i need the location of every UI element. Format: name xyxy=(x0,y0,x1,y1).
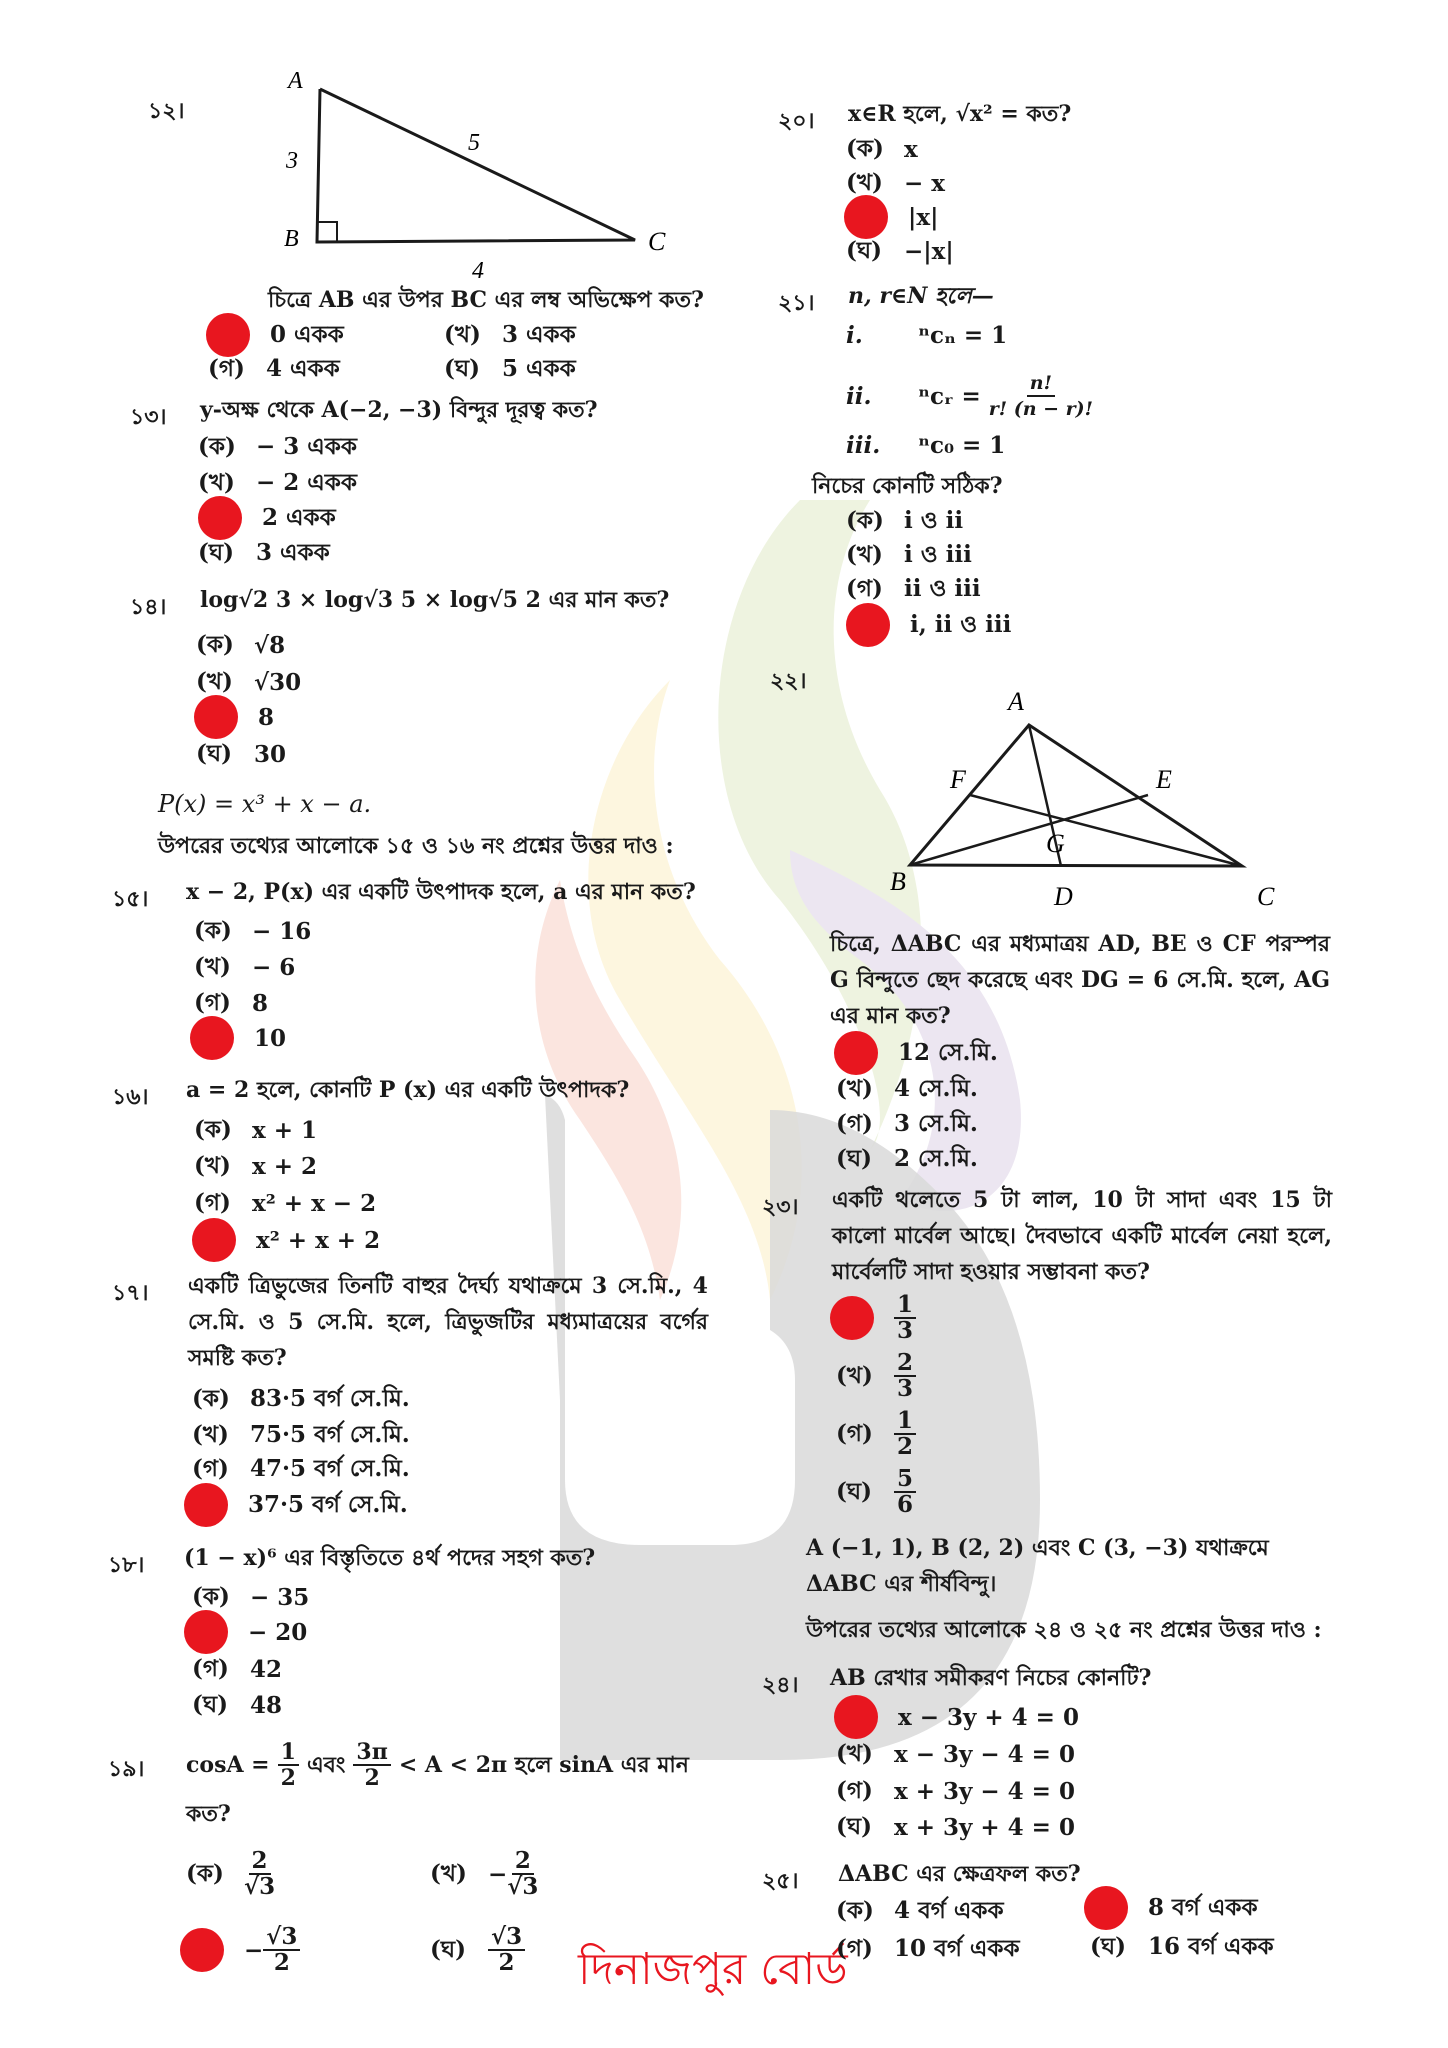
vertex-c-label: C xyxy=(1257,882,1275,910)
vertex-a-label: A xyxy=(288,68,303,94)
question-stem: x∈R হলে, √x² = কত? xyxy=(848,101,1072,127)
option-b[interactable]: (খ) 4 সে.মি. xyxy=(836,1074,978,1102)
passage-instruction: উপরের তথ্যের আলোকে ২৪ ও ২৫ নং প্রশ্নের উত্তর দাও : xyxy=(806,1617,1322,1643)
option-a-correct[interactable]: 0 একক xyxy=(212,318,344,352)
answer-marker-dot xyxy=(846,603,890,647)
statement-iii: iii. ⁿc₀ = 1 xyxy=(846,431,1006,459)
question-number: ১৪। xyxy=(130,594,167,620)
passage-formula: P(x) = x³ + x − a. xyxy=(158,790,372,818)
answer-marker-dot xyxy=(190,1016,234,1060)
option-a-correct[interactable]: x − 3y + 4 = 0 xyxy=(840,1700,1079,1734)
question-number: ২০। xyxy=(778,108,815,134)
statement-i: i. ⁿcₙ = 1 xyxy=(846,321,1008,349)
question-stem: x − 2, P(x) এর একটি উৎপাদক হলে, a এর মান কত? xyxy=(186,879,696,905)
answer-marker-dot xyxy=(194,695,238,739)
option-b[interactable]: (খ) i ও iii xyxy=(846,540,972,568)
option-b[interactable]: (খ) − 6 xyxy=(194,952,296,981)
option-d-correct[interactable]: x² + x + 2 xyxy=(198,1223,380,1257)
option-c[interactable]: (গ) 8 xyxy=(194,988,269,1017)
option-b-correct[interactable]: 8 বর্গ একক xyxy=(1090,1891,1258,1925)
option-b[interactable]: (খ) 75·5 বর্গ সে.মি. xyxy=(192,1420,410,1448)
option-c[interactable]: (গ) x + 3y − 4 = 0 xyxy=(836,1776,1075,1805)
option-c[interactable]: (গ) x² + x − 2 xyxy=(194,1188,377,1217)
passage-instruction: উপরের তথ্যের আলোকে ১৫ ও ১৬ নং প্রশ্নের উত্তর দাও : xyxy=(158,833,674,859)
question-prompt: নিচের কোনটি সঠিক? xyxy=(812,473,1003,499)
vertex-b-label: B xyxy=(890,867,906,896)
question-stem: চিত্রে AB এর উপর BC এর লম্ব অভিক্ষেপ কত? xyxy=(268,287,704,313)
side-bc-label: 4 xyxy=(472,258,484,283)
answer-marker-dot xyxy=(184,1610,228,1654)
question-number: ১৮। xyxy=(108,1552,145,1578)
vertex-c-label: C xyxy=(648,227,666,256)
option-c-correct[interactable]: 2 একক xyxy=(204,501,336,535)
point-d-label: D xyxy=(1054,882,1073,910)
option-c[interactable]: (গ) $\frac{1}{2}$ xyxy=(836,1406,916,1462)
question-stem: log√2 3 × log√3 5 × log√5 2 এর মান কত? xyxy=(200,587,670,613)
question-stem: একটি ত্রিভুজের তিনটি বাহুর দৈর্ঘ্য যথাক্রমে 3 সে.মি., 4 সে.মি. ও 5 সে.মি. হলে, ত্রিভুজটির মধ্যমাত্রয়ের বর্গের সমষ্টি কত? xyxy=(188,1273,708,1371)
question-number: ১২। xyxy=(148,98,185,124)
option-a[interactable]: (ক) √8 xyxy=(196,630,286,659)
vertex-b-label: B xyxy=(284,226,299,252)
point-e-label: E xyxy=(1156,765,1172,794)
board-label: দিনাজপুর বোর্ড xyxy=(578,1944,848,1995)
answer-marker-dot xyxy=(834,1695,878,1739)
option-b[interactable]: (খ) $\frac{2}{3}$ xyxy=(836,1348,916,1404)
centroid-g-label: G xyxy=(1046,829,1065,858)
option-d[interactable]: (ঘ) $\frac{5}{6}$ xyxy=(836,1464,916,1520)
question-number: ২২। xyxy=(770,668,807,694)
median-triangle-diagram xyxy=(860,680,1320,910)
option-d[interactable]: (ঘ) 2 সে.মি. xyxy=(836,1144,978,1172)
option-c[interactable]: (গ) ii ও iii xyxy=(846,574,981,602)
option-d[interactable]: (ঘ) x + 3y + 4 = 0 xyxy=(836,1812,1075,1841)
side-ac-label: 5 xyxy=(468,130,480,156)
point-f-label: F xyxy=(950,765,966,794)
question-stem: ΔABC এর ক্ষেত্রফল কত? xyxy=(838,1861,1081,1887)
option-d[interactable]: (ঘ) 16 বর্গ একক xyxy=(1090,1932,1274,1960)
answer-marker-dot xyxy=(180,1928,224,1972)
question-stem: একটি থলেতে 5 টা লাল, 10 টা সাদা এবং 15 টা কালো মার্বেল আছে। দৈবভাবে একটি মার্বেল নেয়া হলে, মার্বেলটি সাদা হওয়ার সম্ভাবনা কত? xyxy=(832,1187,1332,1285)
option-a[interactable]: (ক) $\frac{2}{√3}$ xyxy=(186,1847,276,1900)
right-triangle-diagram xyxy=(270,68,670,283)
answer-marker-dot xyxy=(1084,1886,1128,1930)
option-b[interactable]: (খ) − x xyxy=(846,168,945,197)
statement-ii: ii. ⁿcᵣ = $\frac{n!}{r! (n - r)!}$ xyxy=(846,372,1094,420)
option-b[interactable]: (খ) x + 2 xyxy=(194,1151,318,1180)
option-d[interactable]: (ঘ) 30 xyxy=(196,739,287,768)
answer-marker-dot xyxy=(184,1483,228,1527)
option-d[interactable]: (ঘ) $\frac{√3}{2}$ xyxy=(430,1922,525,1978)
question-number: ১৩। xyxy=(130,404,167,430)
option-d[interactable]: (ঘ) 3 একক xyxy=(198,538,330,566)
option-c[interactable]: (গ) 10 বর্গ একক xyxy=(836,1934,1020,1962)
question-stem: চিত্রে, ΔABC এর মধ্যমাত্রয় AD, BE ও CF পরস্পর G বিন্দুতে ছেদ করেছে এবং DG = 6 সে.মি. হলে, AG এর মান কত? xyxy=(830,931,1330,1029)
answer-marker-dot xyxy=(830,1296,874,1340)
option-c[interactable]: (গ) 3 সে.মি. xyxy=(836,1109,978,1137)
option-a[interactable]: (ক) x xyxy=(846,134,918,163)
question-number: ২১। xyxy=(778,290,815,316)
option-b-correct[interactable]: − 20 xyxy=(190,1615,307,1649)
option-b[interactable]: (খ) 3 একক xyxy=(444,320,576,348)
option-c[interactable]: (গ) 4 একক xyxy=(208,354,340,382)
question-number: ১৬। xyxy=(112,1084,149,1110)
passage-text: A (−1, 1), B (2, 2) এবং C (3, −3) যথাক্রমে ΔABC এর শীর্ষবিন্দু। xyxy=(806,1535,1269,1597)
question-number: ১৯। xyxy=(108,1756,145,1782)
question-number: ১৭। xyxy=(112,1280,149,1306)
question-number: ২৩। xyxy=(762,1194,799,1220)
option-a[interactable]: (ক) − 35 xyxy=(192,1582,310,1611)
vertex-a-label: A xyxy=(1008,687,1024,716)
question-stem: (1 − x)⁶ এর বিস্তৃতিতে ৪র্থ পদের সহগ কত? xyxy=(184,1545,596,1571)
option-a-correct[interactable]: 12 সে.মি. xyxy=(840,1036,998,1070)
option-d[interactable]: (ঘ) 5 একক xyxy=(444,354,576,382)
question-number: ২৫। xyxy=(762,1868,799,1894)
option-c-correct[interactable]: − $\frac{√3}{2}$ xyxy=(186,1922,300,1978)
question-number: ১৫। xyxy=(112,886,149,912)
question-stem-continued: কত? xyxy=(186,1801,231,1827)
option-d-correct[interactable]: 10 xyxy=(196,1021,286,1055)
question-stem: a = 2 হলে, কোনটি P (x) এর একটি উৎপাদক? xyxy=(186,1077,630,1103)
option-d-correct[interactable]: 37·5 বর্গ সে.মি. xyxy=(190,1488,408,1522)
option-d[interactable]: (ঘ) −|x| xyxy=(846,236,954,265)
side-ab-label: 3 xyxy=(286,148,298,174)
option-b[interactable]: (খ) − 2 একক xyxy=(198,468,357,496)
option-c-correct[interactable]: |x| xyxy=(850,200,938,234)
option-c[interactable]: (গ) 47·5 বর্গ সে.মি. xyxy=(192,1454,410,1482)
answer-marker-dot xyxy=(192,1218,236,1262)
option-b[interactable]: (খ) √30 xyxy=(196,667,302,696)
option-a[interactable]: (ক) i ও ii xyxy=(846,506,964,534)
question-stem: AB রেখার সমীকরণ নিচের কোনটি? xyxy=(830,1665,1152,1691)
option-a[interactable]: (ক) − 16 xyxy=(194,916,312,945)
option-b[interactable]: (খ) x − 3y − 4 = 0 xyxy=(836,1739,1075,1768)
option-d[interactable]: (ঘ) 48 xyxy=(192,1690,283,1719)
option-a[interactable]: (ক) 83·5 বর্গ সে.মি. xyxy=(192,1384,410,1412)
option-b[interactable]: (খ) − $\frac{2}{√3}$ xyxy=(430,1847,539,1900)
option-c-correct[interactable]: 8 xyxy=(200,700,274,734)
fraction: $\frac{1}{2}$ xyxy=(278,1740,299,1790)
fraction: $\frac{3\pi}{2}$ xyxy=(353,1740,390,1790)
option-a[interactable]: (ক) − 3 একক xyxy=(198,432,357,460)
question-stem: cosA = $\frac{1}{2}$ এবং $\frac{3\pi}{2}$ < A < 2π হলে sinA এর মান xyxy=(186,1739,689,1791)
option-a-correct[interactable]: $\frac{1}{3}$ xyxy=(836,1290,916,1346)
answer-marker-dot xyxy=(834,1031,878,1075)
option-a[interactable]: (ক) 4 বর্গ একক xyxy=(836,1896,1004,1924)
option-d-correct[interactable]: i, ii ও iii xyxy=(852,608,1011,642)
option-c[interactable]: (গ) 42 xyxy=(192,1654,283,1683)
question-stem: y-অক্ষ থেকে A(−2, −3) বিন্দুর দূরত্ব কত? xyxy=(200,397,598,423)
option-a[interactable]: (ক) x + 1 xyxy=(194,1115,318,1144)
question-number: ২৪। xyxy=(762,1672,799,1698)
question-stem: n, r∈N হলে— xyxy=(848,283,994,309)
